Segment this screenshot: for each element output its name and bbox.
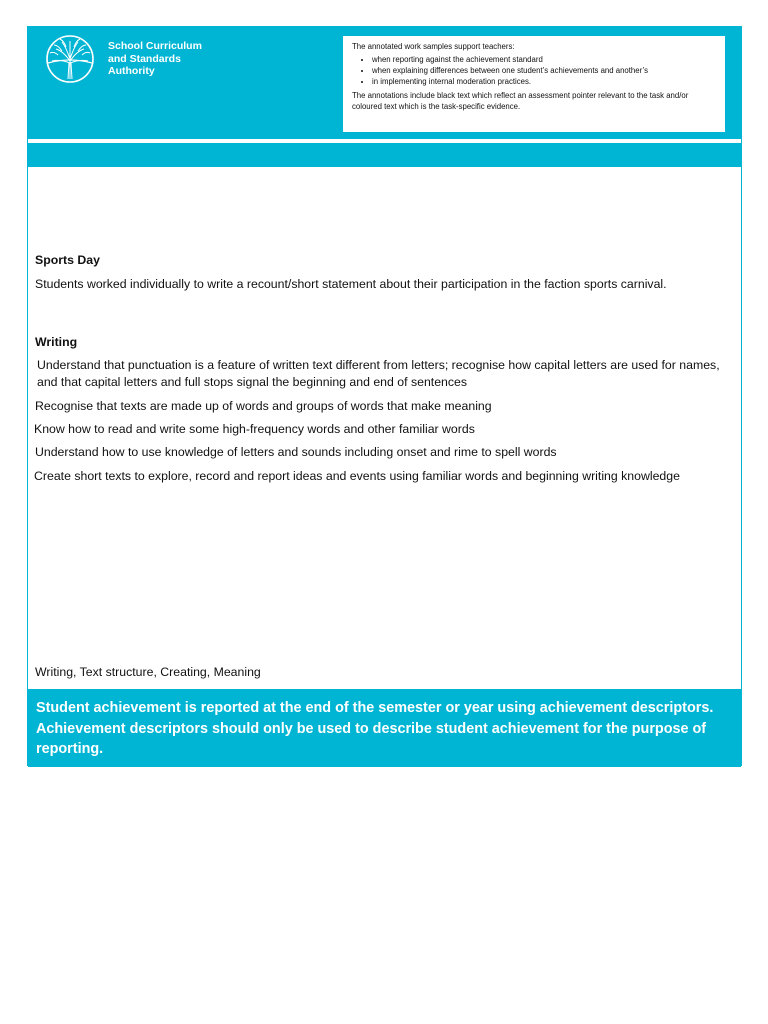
logo-line: Authority [108, 65, 155, 77]
info-bullets [352, 54, 716, 87]
writing-item: Know how to read and write some high-frequency words and other familiar words [34, 422, 475, 436]
document-frame [27, 26, 742, 766]
logo-text [108, 40, 202, 78]
info-note: The annotations include black text which reflect an assessment pointer relevant to the task and/or coloured text which is the task-specific evidence. [352, 91, 689, 111]
footer-band [28, 689, 741, 767]
writing-item: Understand how to use knowledge of letters and sounds including onset and rime to spell words [35, 445, 557, 459]
logo-line: School Curriculum [108, 40, 202, 52]
task-title: Sports Day [35, 253, 100, 267]
info-bullet: • when reporting against the achievement standard [372, 54, 716, 65]
tree-logo-icon [38, 33, 102, 85]
writing-item: Understand that punctuation is a feature of written text different from letters; recognise how capital letters are used for names, and that capital letters and full stops signal the beginning and end of sentences [37, 358, 720, 389]
content-tags: Writing, Text structure, Creating, Meaning [35, 665, 261, 679]
info-bullet: • when explaining differences between one student’s achievements and another’s [372, 65, 716, 76]
writing-item: Create short texts to explore, record and report ideas and events using familiar words and beginning writing knowledge [34, 469, 680, 483]
logo-line: and Standards [108, 52, 181, 65]
writing-item: Recognise that texts are made up of words and groups of words that make meaning [35, 399, 492, 413]
info-intro: The annotated work samples support teachers: [352, 42, 515, 51]
writing-heading: Writing [35, 335, 78, 349]
header-strip [28, 143, 741, 167]
task-description: Students worked individually to write a recount/short statement about their participation in the faction sports carnival. [35, 277, 667, 291]
info-box [343, 36, 725, 132]
footer-text: Student achievement is reported at the end of the semester or year using achievement descriptors. Achievement descriptors should only be used to describe student achievement for the purpose of reporting. [36, 700, 714, 757]
header-band [28, 27, 741, 139]
info-bullet: • in implementing internal moderation practices. [372, 76, 716, 87]
